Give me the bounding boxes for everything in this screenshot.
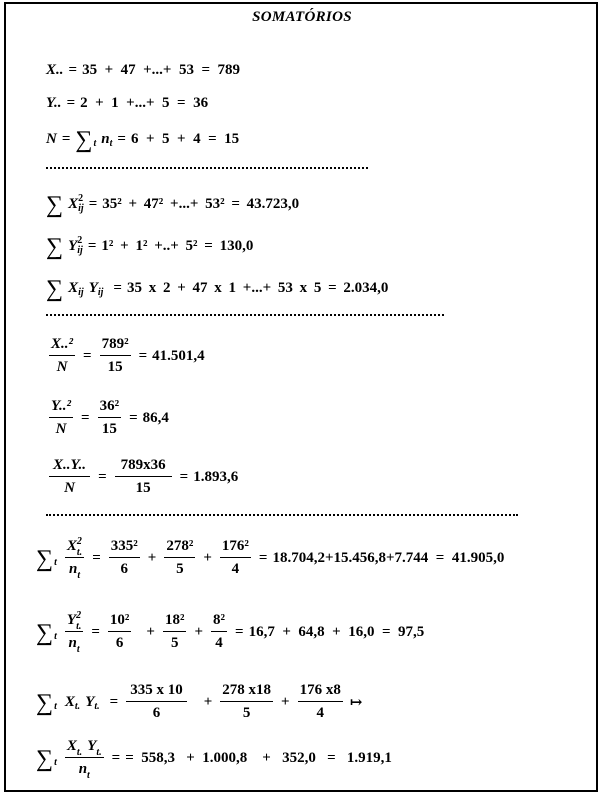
sum-icon: ∑ xyxy=(36,546,54,573)
sum-icon: ∑ xyxy=(75,127,93,153)
sum-icon: ∑ xyxy=(46,276,64,302)
eq-result: 16,7 + 64,8 + 16,0 = 97,5 xyxy=(248,623,425,640)
eq-rhs: 35 + 47 +...+ 53 = 789 xyxy=(82,62,241,78)
equation-sum-x-squared: ∑ X 2 ij = 35² + 47² +...+ 53² = 43.723,0 xyxy=(46,192,300,218)
dotted-divider xyxy=(46,314,444,316)
eq-result: 1.893,6 xyxy=(193,468,239,485)
eq-rhs: 35² + 47² +...+ 53² = 43.723,0 xyxy=(102,195,300,212)
sum-icon: ∑ xyxy=(46,192,64,218)
equation-sum-xt-yt: ∑ $_t$ X $_{t.}$ Y $_{t.}$ = $\frac{335 x 10}{6}$ + $\frac{278 x18}{5}$ + $\frac{176 x8}{4}$ ↦ xyxy=(36,682,363,722)
eq-result: = 558,3 + 1.000,8 + 352,0 = 1.919,1 xyxy=(125,749,392,766)
equation-xy-over-n: $\frac{X..Y..}{N}$ = $\frac{789x36}{15}$ = 1.893,6 xyxy=(46,457,238,498)
sum-icon: ∑ xyxy=(46,234,64,260)
dotted-divider xyxy=(46,514,518,516)
eq-result: 18.704,2+15.456,8+7.744 = 41.905,0 xyxy=(272,549,505,566)
equation-x-squared-over-n: $\frac{\text{X..²}}{N}$ = $\frac{\text{789²}}{15}$ = 41.501,4 xyxy=(51,336,205,376)
eq-result: 41.501,4 xyxy=(152,347,205,364)
page-frame xyxy=(4,2,598,792)
eq-rhs: 35 x 2 + 47 x 1 +...+ 53 x 5 = 2.034,0 xyxy=(126,279,389,296)
equation-sum-yt-squared: ∑ $_t$ $\frac{Y^2_{t.}}{n_t}$ = $\frac{\text{10²}}{6}$ + $\frac{\text{18²}}{5}$ + $\frac{\text{8²}}{4}$ = 16,7 + 64,8 + 16,0 = 97,5 xyxy=(36,610,425,656)
sum-icon: ∑ xyxy=(36,690,54,717)
mapsto-icon: ↦ xyxy=(349,694,363,711)
equation-y-total: Y.. = 2 + 1 +...+ 5 = 36 xyxy=(46,95,209,111)
equation-sum-xt-yt-over-nt: ∑ $_t$ $\frac{X_{t.} Y_{t.}}{n_t}$ = = 558,3 + 1.000,8 + 352,0 = 1.919,1 xyxy=(36,738,392,782)
sum-icon: ∑ xyxy=(36,620,54,647)
equation-sum-xt-squared: ∑ $_t$ $\frac{X^2_{t.}}{n_t}$ = $\frac{\text{335²}}{6}$ + $\frac{\text{278²}}{5}$ + $\frac{\text{176²}}{4}$ = 18.704,2+15.456,8+7.744 = 41.905,0 xyxy=(36,536,505,582)
sum-icon: ∑ xyxy=(36,746,54,773)
dotted-divider xyxy=(46,167,368,169)
eq-rhs: 1² + 1² +..+ 5² = 130,0 xyxy=(101,237,254,254)
equation-sum-xy: ∑ X $_{ij}$ Y $_{ij}$ = 35 x 2 + 47 x 1 +...+ 53 x 5 = 2.034,0 xyxy=(46,276,389,302)
eq-var: n xyxy=(101,130,110,147)
equation-x-total: X.. = 35 + 47 +...+ 53 = 789 xyxy=(46,62,241,78)
eq-result: 86,4 xyxy=(142,409,169,426)
equation-n-total: N = ∑ $_t$ n $_t$ = 6 + 5 + 4 = 15 xyxy=(46,127,240,153)
eq-lhs: X.. xyxy=(46,62,64,78)
page-title: SOMATÓRIOS xyxy=(252,9,352,25)
eq-rhs: 2 + 1 +...+ 5 = 36 xyxy=(80,95,209,111)
equation-y-squared-over-n: $\frac{\text{Y..²}}{N}$ = $\frac{\text{36²}}{15}$ = 86,4 xyxy=(51,398,169,438)
equation-sum-y-squared: ∑ Y 2 ij = 1² + 1² +..+ 5² = 130,0 xyxy=(46,234,254,260)
eq-rhs: 6 + 5 + 4 = 15 xyxy=(130,130,240,147)
eq-lhs: N xyxy=(46,130,57,147)
eq-lhs: Y.. xyxy=(46,95,62,111)
